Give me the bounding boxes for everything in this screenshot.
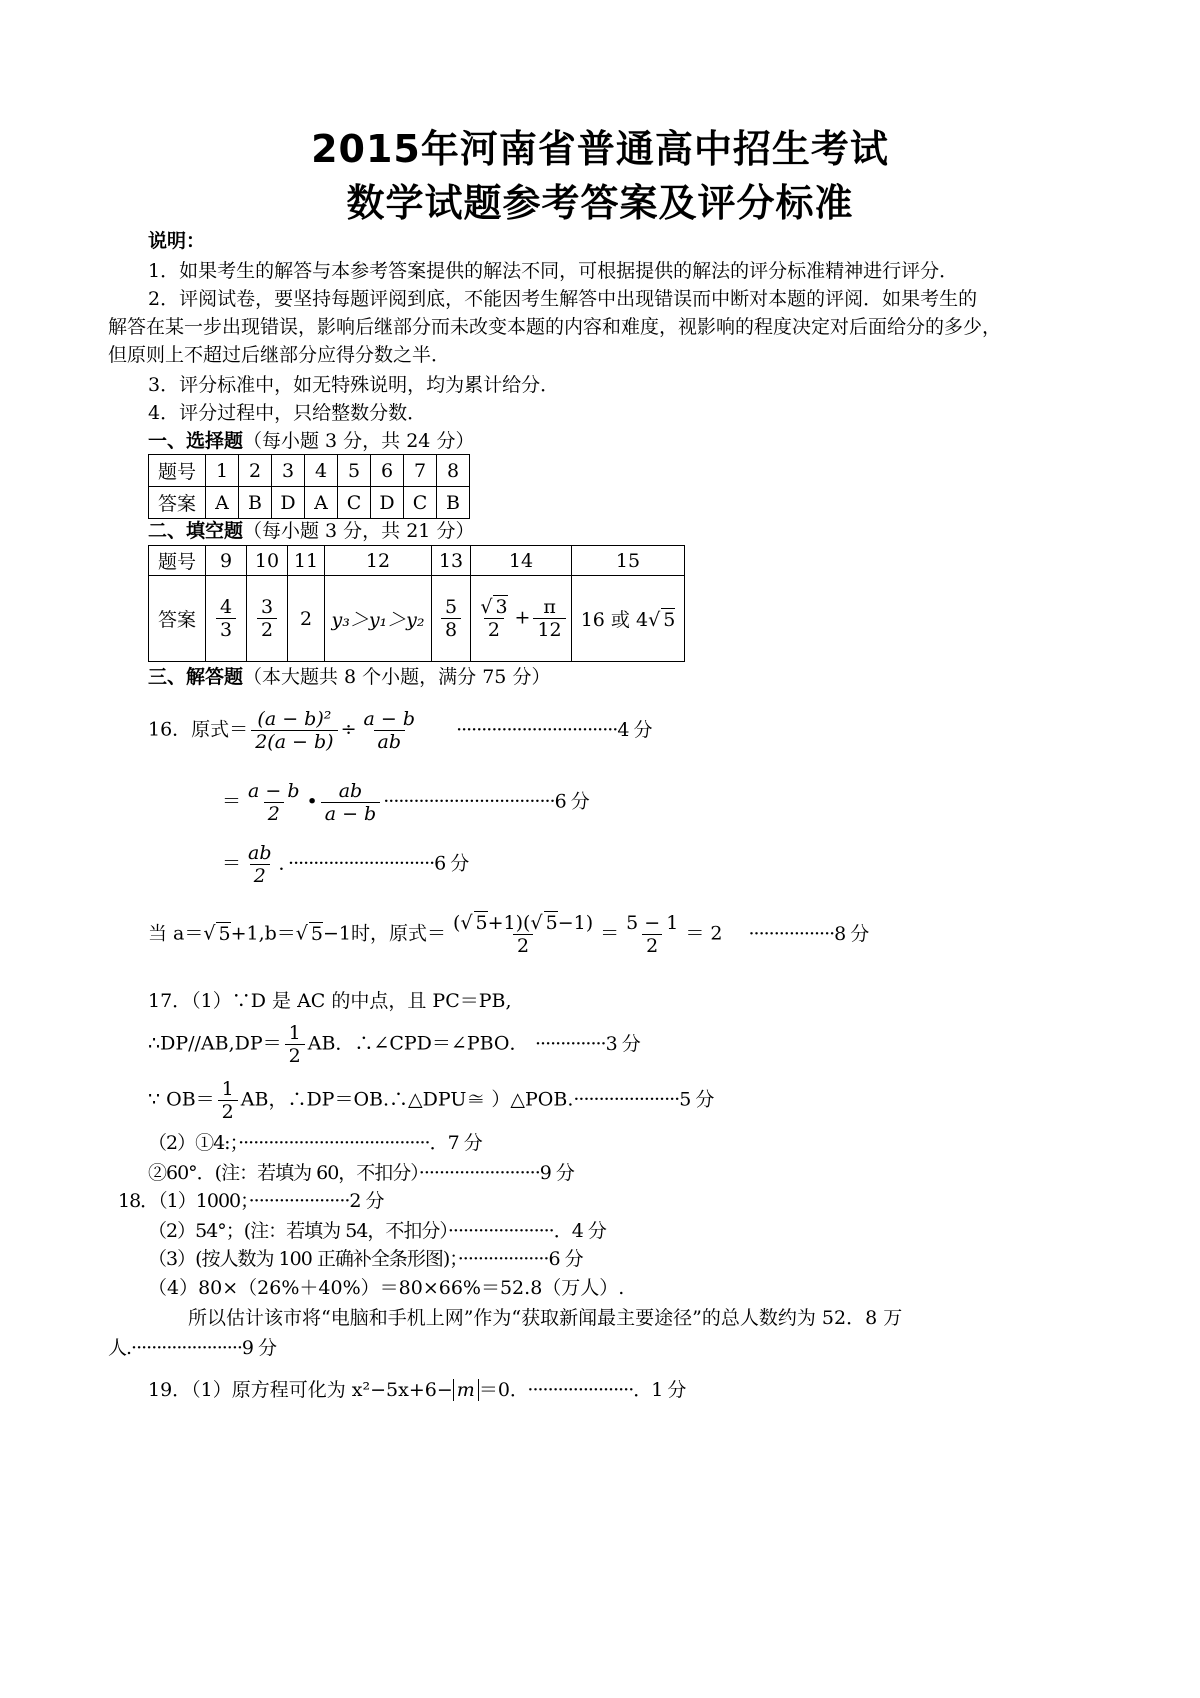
q17-line-4: （2）①4:；······································．7 分: [148, 1132, 482, 1154]
q18-line-4: （4）80×（26%＋40%）＝80×66%＝52.8（万人）.: [148, 1277, 625, 1299]
section-2-heading: [148, 518, 474, 544]
fraction-numerator: 1: [221, 1078, 234, 1100]
sqrt-radicand: 5: [663, 609, 676, 631]
fraction-denominator: 2(a − b): [251, 730, 337, 753]
fraction-denominator: 12: [533, 618, 565, 641]
fraction-denominator: 2: [285, 1044, 305, 1067]
table-cell: C: [338, 487, 371, 519]
fill-answer-table: [148, 545, 685, 662]
table-cell: D: [371, 487, 404, 519]
sqrt-radicand: 5: [218, 922, 231, 945]
fraction-numerator: 5 − 1: [626, 912, 679, 934]
table-cell: 答案: [149, 576, 206, 662]
table-cell: 答案: [149, 487, 206, 519]
q18-line-6: 人.······················9 分: [108, 1337, 277, 1359]
table-cell: B: [437, 487, 470, 519]
q17-line-3: [148, 1078, 713, 1123]
q16-line-2: [222, 780, 589, 825]
q16-when-a: 当 a＝: [148, 922, 204, 945]
score-3: ··············3 分: [535, 1032, 640, 1055]
answer-11: 2: [288, 576, 325, 662]
answer-15-prefix: 16 或 4: [580, 609, 649, 631]
q19-line-1: [148, 1377, 685, 1403]
table-cell: A: [305, 487, 338, 519]
choice-answer-row: [149, 487, 470, 519]
score-6b: ·····························6 分: [288, 852, 469, 875]
fraction-numerator: π: [543, 596, 556, 618]
note-4: 4．评分过程中，只给整数分数．: [148, 402, 427, 424]
score-4: ································4 分: [456, 718, 652, 741]
fraction-numerator: ab: [248, 842, 272, 864]
q16-label: 16．原式＝: [148, 718, 249, 741]
answer-15: 16 或 4√ 5: [572, 576, 685, 662]
plus-sign: +: [514, 606, 531, 629]
fraction-denominator: ab: [374, 730, 406, 753]
section-3-heading: [148, 664, 550, 690]
table-cell: 8: [437, 455, 470, 487]
fill-number-row: [149, 546, 685, 576]
table-cell: 3: [272, 455, 305, 487]
q16-when-b: +1,b＝: [230, 922, 296, 945]
q16-when-c: −1时，原式＝: [323, 922, 447, 945]
q16-line-1: [148, 708, 651, 753]
q18-line-3: （3）(按人数为 100 正确补全条形图)；··················6 分: [148, 1248, 583, 1270]
q18-line-1: 18．（1）1000；····················2 分: [118, 1190, 384, 1212]
table-cell: 15: [572, 546, 685, 576]
q17-line-1: 17．（1）∵D 是 AC 的中点，且 PC＝PB,: [148, 990, 512, 1012]
answer-10: [247, 576, 288, 662]
fraction-numerator: 1: [288, 1022, 301, 1044]
equals-sign: ＝: [600, 922, 620, 945]
score-6: ··································6 分: [383, 790, 589, 813]
section-3-title: 三、解答题: [148, 666, 244, 688]
table-cell: 1: [206, 455, 239, 487]
fraction-denominator: 2: [513, 934, 533, 957]
q17-l3-b: AB，∴DP＝OB.∴△DPU≅ ）△POB.: [240, 1088, 574, 1111]
q18-line-5: 所以估计该市将“电脑和手机上网”作为“获取新闻最主要途径”的总人数约为 52．8 万: [188, 1307, 903, 1329]
table-cell: D: [272, 487, 305, 519]
q18-line-2: （2）54°；(注：若填为 54，不扣分）·····················．4 分: [148, 1220, 606, 1242]
fraction-numerator: (a − b)²: [257, 708, 332, 730]
table-cell: 10: [247, 546, 288, 576]
section-3-note: （本大题共 8 个小题，满分 75 分）: [243, 666, 551, 688]
answer-14: $\frac{√ 3}{2}$ + $\frac{\pi}{12}$: [471, 576, 572, 662]
table-cell: 题号: [149, 455, 206, 487]
period: ．: [278, 852, 289, 875]
q16-line-4: 当 a＝√ 5+1,b＝√ 5−1时，原式＝ $\frac{(√ 5+1)(√ 5-1)}{2}$ ＝ $\frac{5 - 1}{2}$ ＝ 2 ·················8 分: [148, 912, 869, 957]
sqrt-radicand: 5: [310, 922, 323, 945]
answer-13: [432, 576, 471, 662]
abs-m: m: [453, 1379, 479, 1401]
note-2-end: 但原则上不超过后继部分应得分数之半．: [108, 344, 451, 366]
fraction-denominator: 2: [264, 802, 284, 825]
q19-l1-b: ＝0．: [478, 1379, 520, 1401]
q17-line-2: [148, 1022, 640, 1067]
q16-result: ＝ 2: [685, 922, 723, 945]
note-3: 3．评分标准中，如无特殊说明，均为累计给分．: [148, 374, 560, 396]
q17-l2-b: AB．∴∠CPD＝∠PBO．: [307, 1032, 520, 1055]
sqrt-radicand: 3: [495, 596, 508, 618]
note-2-cont: 解答在某一步出现错误，影响后继部分而未改变本题的内容和难度，视影响的程度决定对后面给分的多少，: [108, 316, 1002, 338]
section-2-note: （每小题 3 分，共 21 分）: [243, 520, 475, 542]
title-line-1: 2015年河南省普通高中招生考试: [311, 127, 889, 171]
q19-l1-a: 19．（1）原方程可化为 x²−5x+6−: [148, 1379, 453, 1401]
choice-answer-table: [148, 454, 470, 519]
fraction-numerator: 3: [260, 596, 274, 618]
table-cell: 6: [371, 455, 404, 487]
fraction-denominator: 2: [642, 934, 662, 957]
fraction-denominator: a − b: [321, 802, 381, 825]
fraction-numerator: ab: [338, 780, 363, 802]
table-cell: 13: [432, 546, 471, 576]
notes-heading: 说明：: [148, 230, 206, 252]
score-1: ·····················．1 分: [527, 1379, 686, 1401]
q17-l3-a: ∵ OB＝: [148, 1088, 215, 1111]
fraction-denominator: 3: [216, 618, 236, 641]
table-cell: 11: [288, 546, 325, 576]
fraction-denominator: 2: [250, 864, 270, 887]
fraction-denominator: 2: [484, 618, 504, 641]
fraction-numerator: 4: [219, 596, 233, 618]
table-cell: 5: [338, 455, 371, 487]
note-1: 1．如果考生的解答与本参考答案提供的解法不同，可根据提供的解法的评分标准精神进行评分．: [148, 260, 959, 282]
table-cell: 7: [404, 455, 437, 487]
section-1-note: （每小题 3 分，共 24 分）: [243, 430, 475, 452]
table-cell: 9: [206, 546, 247, 576]
table-cell: 题号: [149, 546, 206, 576]
table-cell: A: [206, 487, 239, 519]
table-cell: B: [239, 487, 272, 519]
choice-number-row: [149, 455, 470, 487]
fraction-numerator: a − b: [248, 780, 300, 802]
divide-sign: ÷: [340, 718, 357, 741]
title-line-2: 数学试题参考答案及评分标准: [346, 181, 854, 225]
section-1-title: 一、选择题: [148, 430, 244, 452]
answer-9: [206, 576, 247, 662]
fraction-denominator: 8: [441, 618, 461, 641]
q17-line-5: ②60°．(注：若填为 60，不扣分）························9 分: [148, 1162, 574, 1184]
multiply-dot: •: [306, 790, 318, 813]
answer-12: y₃＞y₁＞y₂: [325, 576, 432, 662]
equals-sign: ＝: [222, 852, 242, 875]
fraction-denominator: 2: [218, 1100, 238, 1123]
q16-line-3: [222, 842, 468, 887]
fraction-numerator: (√ 5+1)(√ 5−1): [453, 912, 594, 934]
equals-sign: ＝: [222, 790, 242, 813]
section-2-title: 二、填空题: [148, 520, 244, 542]
table-cell: 2: [239, 455, 272, 487]
score-8: ·················8 分: [748, 922, 869, 945]
note-2: 2．评阅试卷，要坚持每题评阅到底，不能因考生解答中出现错误而中断对本题的评阅．如果考生的: [148, 288, 978, 310]
table-cell: 4: [305, 455, 338, 487]
score-5: ·····················5 分: [573, 1088, 714, 1111]
fill-answer-row: [149, 576, 685, 662]
q17-l2-a: ∴DP//AB,DP＝: [148, 1032, 282, 1055]
fraction-numerator: 5: [444, 596, 458, 618]
table-cell: 12: [325, 546, 432, 576]
section-1-heading: [148, 428, 474, 454]
table-cell: C: [404, 487, 437, 519]
fraction-numerator: a − b: [363, 708, 416, 730]
table-cell: 14: [471, 546, 572, 576]
fraction-denominator: 2: [257, 618, 277, 641]
